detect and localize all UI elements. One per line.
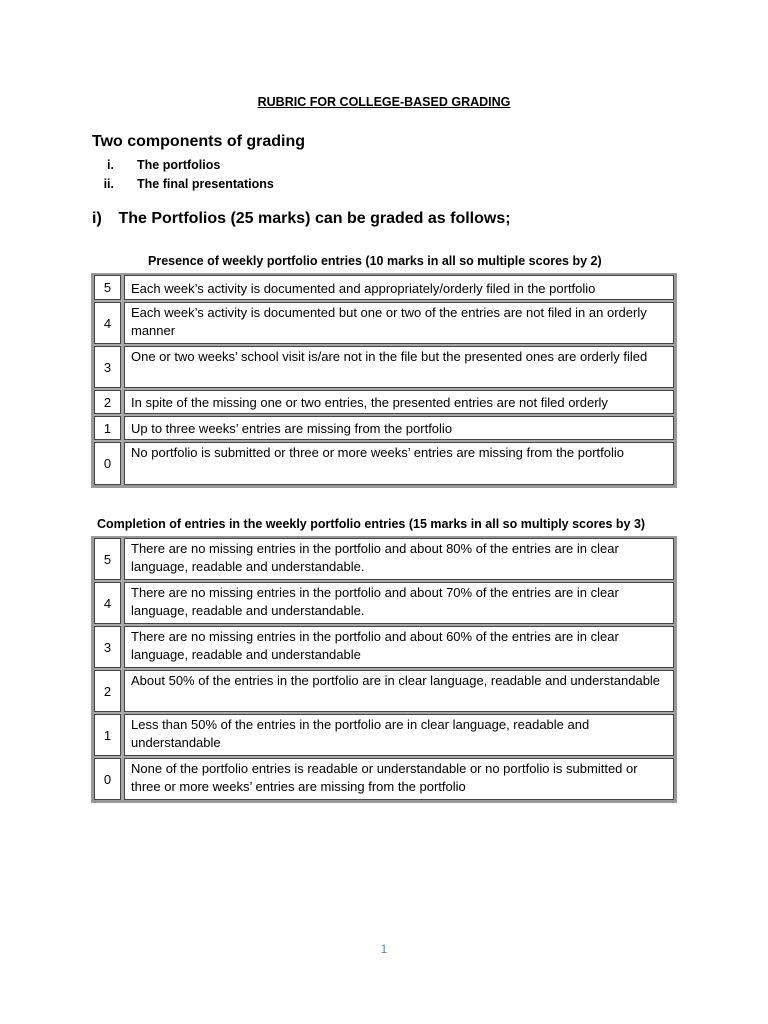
page-number: 1 (380, 942, 388, 956)
description-cell: None of the portfolio entries is readable or understandable or no portfolio is submitted or three or more weeks’ entries are missing from the portfolio (124, 758, 674, 800)
score-cell: 2 (94, 670, 121, 712)
score-cell: 1 (94, 714, 121, 756)
table-row (94, 416, 674, 440)
table2-caption: Completion of entries in the weekly portfolio entries (15 marks in all so multiply scores by 3) (97, 517, 646, 531)
presence-rubric-table (91, 273, 677, 488)
list-item-text: The portfolios (137, 158, 221, 172)
score-cell: 5 (94, 538, 121, 580)
list-item-text: The final presentations (137, 177, 274, 191)
score-cell: 4 (94, 302, 121, 344)
table-row (94, 714, 674, 756)
table-row (94, 442, 674, 485)
score-cell: 0 (94, 758, 121, 800)
table-row (94, 626, 674, 668)
score-cell: 5 (94, 275, 121, 300)
description-cell: No portfolio is submitted or three or more weeks’ entries are missing from the portfolio (124, 442, 674, 485)
description-cell: Each week’s activity is documented but one or two of the entries are not filed in an orderly manner (124, 302, 674, 344)
description-cell: There are no missing entries in the portfolio and about 80% of the entries are in clear language, readable and understandable. (124, 538, 674, 580)
table-row (94, 582, 674, 624)
description-cell: There are no missing entries in the portfolio and about 70% of the entries are in clear language, readable and understandable. (124, 582, 674, 624)
description-cell: About 50% of the entries in the portfolio are in clear language, readable and understandable (124, 670, 674, 712)
description-cell: One or two weeks’ school visit is/are not in the file but the presented ones are orderly filed (124, 346, 674, 388)
description-cell: Up to three weeks’ entries are missing from the portfolio (124, 416, 674, 440)
document-title: RUBRIC FOR COLLEGE-BASED GRADING (257, 95, 511, 109)
portfolios-heading-number: i) (92, 210, 102, 227)
portfolios-heading-text: The Portfolios (25 marks) can be graded as follows; (118, 210, 511, 227)
score-cell: 1 (94, 416, 121, 440)
table-row (94, 758, 674, 800)
table-row (94, 346, 674, 388)
description-cell: There are no missing entries in the portfolio and about 60% of the entries are in clear language, readable and understandable (124, 626, 674, 668)
list-item-number: ii. (103, 177, 114, 191)
table-row (94, 538, 674, 580)
table-row (94, 390, 674, 414)
description-cell: Less than 50% of the entries in the portfolio are in clear language, readable and understandable (124, 714, 674, 756)
score-cell: 2 (94, 390, 121, 414)
portfolios-heading (92, 210, 511, 228)
components-heading: Two components of grading (92, 133, 306, 150)
table-row (94, 670, 674, 712)
table-row (94, 275, 674, 300)
score-cell: 3 (94, 626, 121, 668)
score-cell: 0 (94, 442, 121, 485)
description-cell: In spite of the missing one or two entries, the presented entries are not filed orderly (124, 390, 674, 414)
table-row (94, 302, 674, 344)
table1-caption: Presence of weekly portfolio entries (10 marks in all so multiple scores by 2) (148, 254, 602, 268)
score-cell: 4 (94, 582, 121, 624)
completion-rubric-table (91, 536, 677, 803)
score-cell: 3 (94, 346, 121, 388)
list-item-number: i. (107, 158, 114, 172)
description-cell: Each week’s activity is documented and appropriately/orderly filed in the portfolio (124, 275, 674, 300)
